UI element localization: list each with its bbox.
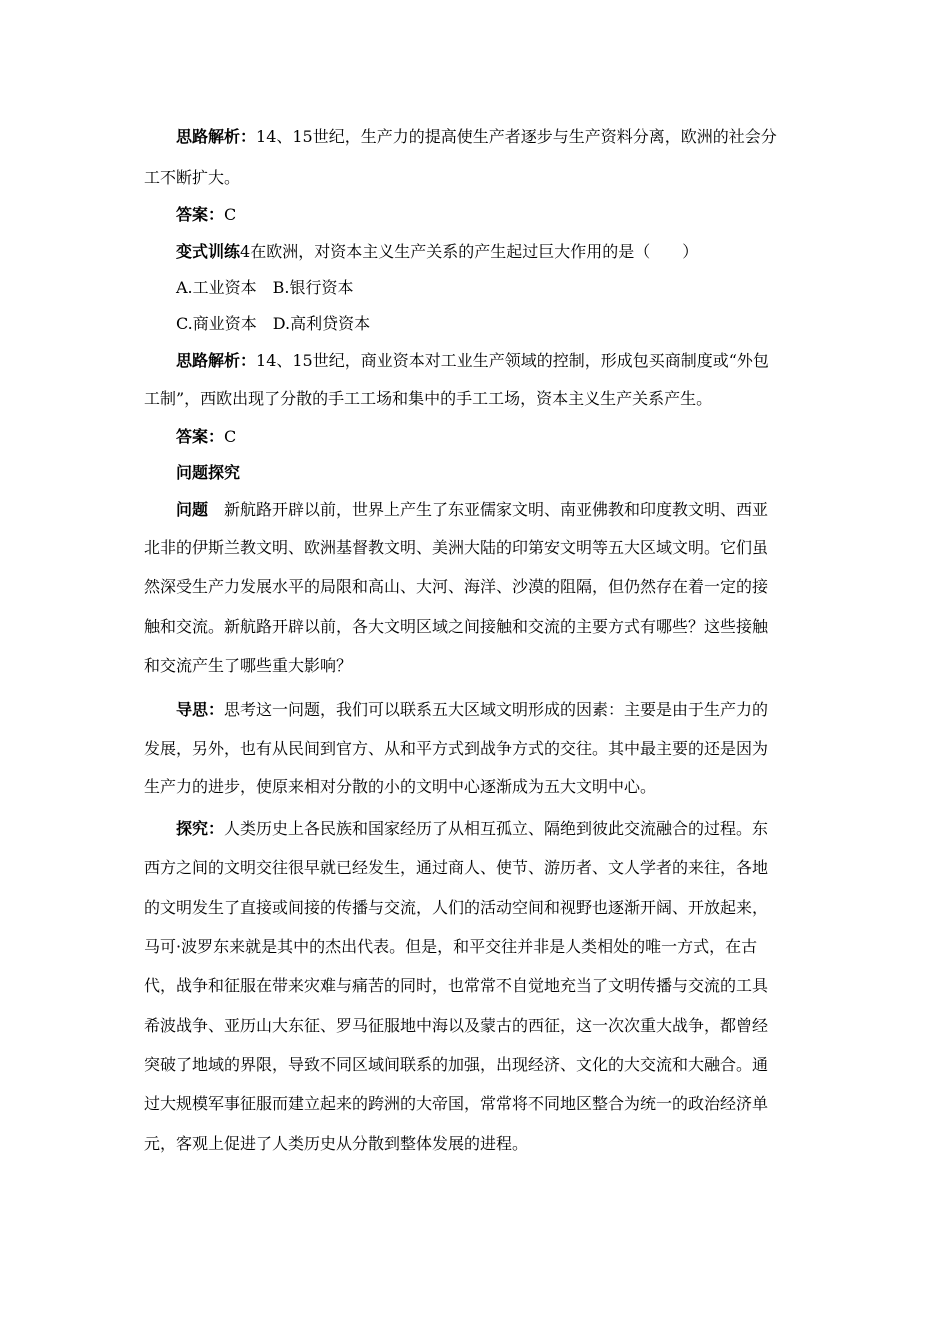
q3-answer-label: 答案：: [176, 205, 225, 224]
inquiry-explore-line5: 代，战争和征服在带来灾难与痛苦的同时，也常常不自觉地充当了文明传播与交流的工具: [144, 976, 769, 995]
inquiry-question-line1: [176, 500, 806, 520]
q3-analysis-line2: 工不断扩大。: [144, 168, 241, 187]
inquiry-question-label: 问题: [176, 500, 209, 519]
q4-answer-label: 答案：: [176, 427, 225, 446]
q4-answer-value: C: [224, 427, 237, 446]
q4-analysis-label: 思路解析：: [176, 351, 257, 370]
q4-options-row2: C.商业资本 D.高利贷资本: [176, 314, 371, 333]
inquiry-guide-line2: 发展，另外，也有从民间到官方、从和平方式到战争方式的交往。其中最主要的还是因为: [144, 739, 769, 758]
q4-question: [176, 242, 806, 262]
q4-title-label: 变式训练: [176, 242, 241, 261]
inquiry-explore-text1: 人类历史上各民族和国家经历了从相互孤立、隔绝到彼此交流融合的过程。东: [224, 819, 769, 838]
inquiry-question-line5: 和交流产生了哪些重大影响？: [144, 656, 353, 675]
inquiry-question-line2: 北非的伊斯兰教文明、欧洲基督教文明、美洲大陆的印第安文明等五大区域文明。它们虽: [144, 538, 769, 557]
q4-answer: [176, 427, 806, 447]
q3-analysis-label: 思路解析：: [176, 127, 257, 146]
inquiry-explore-label: 探究：: [176, 819, 225, 838]
inquiry-explore-line4: 马可·波罗东来就是其中的杰出代表。但是，和平交往并非是人类相处的唯一方式，在古: [144, 937, 758, 956]
inquiry-guide-line3: 生产力的进步，使原来相对分散的小的文明中心逐渐成为五大文明中心。: [144, 777, 657, 796]
inquiry-explore-line9: 元，客观上促进了人类历史从分散到整体发展的进程。: [144, 1134, 529, 1153]
inquiry-explore-line8: 过大规模军事征服而建立起来的跨洲的大帝国，常常将不同地区整合为统一的政治经济单: [144, 1094, 769, 1113]
inquiry-explore-line2: 西方之间的文明交往很早就已经发生，通过商人、使节、游历者、文人学者的来往，各地: [144, 858, 769, 877]
inquiry-guide-label: 导思：: [176, 700, 225, 719]
inquiry-guide-line1: [176, 700, 806, 720]
q4-analysis-line2: 工制”，西欧出现了分散的手工工场和集中的手工工场，资本主义生产关系产生。: [144, 389, 713, 408]
q3-analysis-text1: 14、15世纪，生产力的提高使生产者逐步与生产资料分离，欧洲的社会分: [256, 127, 777, 146]
q3-answer: [176, 205, 806, 225]
inquiry-explore-line6: 希波战争、亚历山大东征、罗马征服地中海以及蒙古的西征，这一次次重大战争，都曾经: [144, 1016, 769, 1035]
inquiry-question-line4: 触和交流。新航路开辟以前，各大文明区域之间接触和交流的主要方式有哪些？这些接触: [144, 617, 769, 636]
inquiry-explore-line7: 突破了地域的界限，导致不同区域间联系的加强，出现经济、文化的大交流和大融合。通: [144, 1055, 769, 1074]
q4-options-row1: A.工业资本 B.银行资本: [176, 278, 354, 297]
inquiry-heading: 问题探究: [176, 463, 241, 482]
inquiry-explore-line3: 的文明发生了直接或间接的传播与交流，人们的活动空间和视野也逐渐开阔、开放起来，: [144, 898, 769, 917]
inquiry-question-text1: 新航路开辟以前，世界上产生了东亚儒家文明、南亚佛教和印度教文明、西亚: [224, 500, 769, 519]
inquiry-guide-text1: 思考这一问题，我们可以联系五大区域文明形成的因素：主要是由于生产力的: [224, 700, 769, 719]
inquiry-question-line3: 然深受生产力发展水平的局限和高山、大河、海洋、沙漠的阻隔，但仍然存在着一定的接: [144, 577, 769, 596]
q4-analysis-line1: [176, 351, 806, 371]
q3-analysis-line1: [176, 127, 806, 147]
q4-analysis-text1: 14、15世纪，商业资本对工业生产领域的控制，形成包买商制度或“外包: [256, 351, 769, 370]
q4-question-text: 4在欧洲，对资本主义生产关系的产生起过巨大作用的是（ ）: [240, 242, 699, 261]
inquiry-explore-line1: [176, 819, 806, 839]
q3-answer-value: C: [224, 205, 237, 224]
